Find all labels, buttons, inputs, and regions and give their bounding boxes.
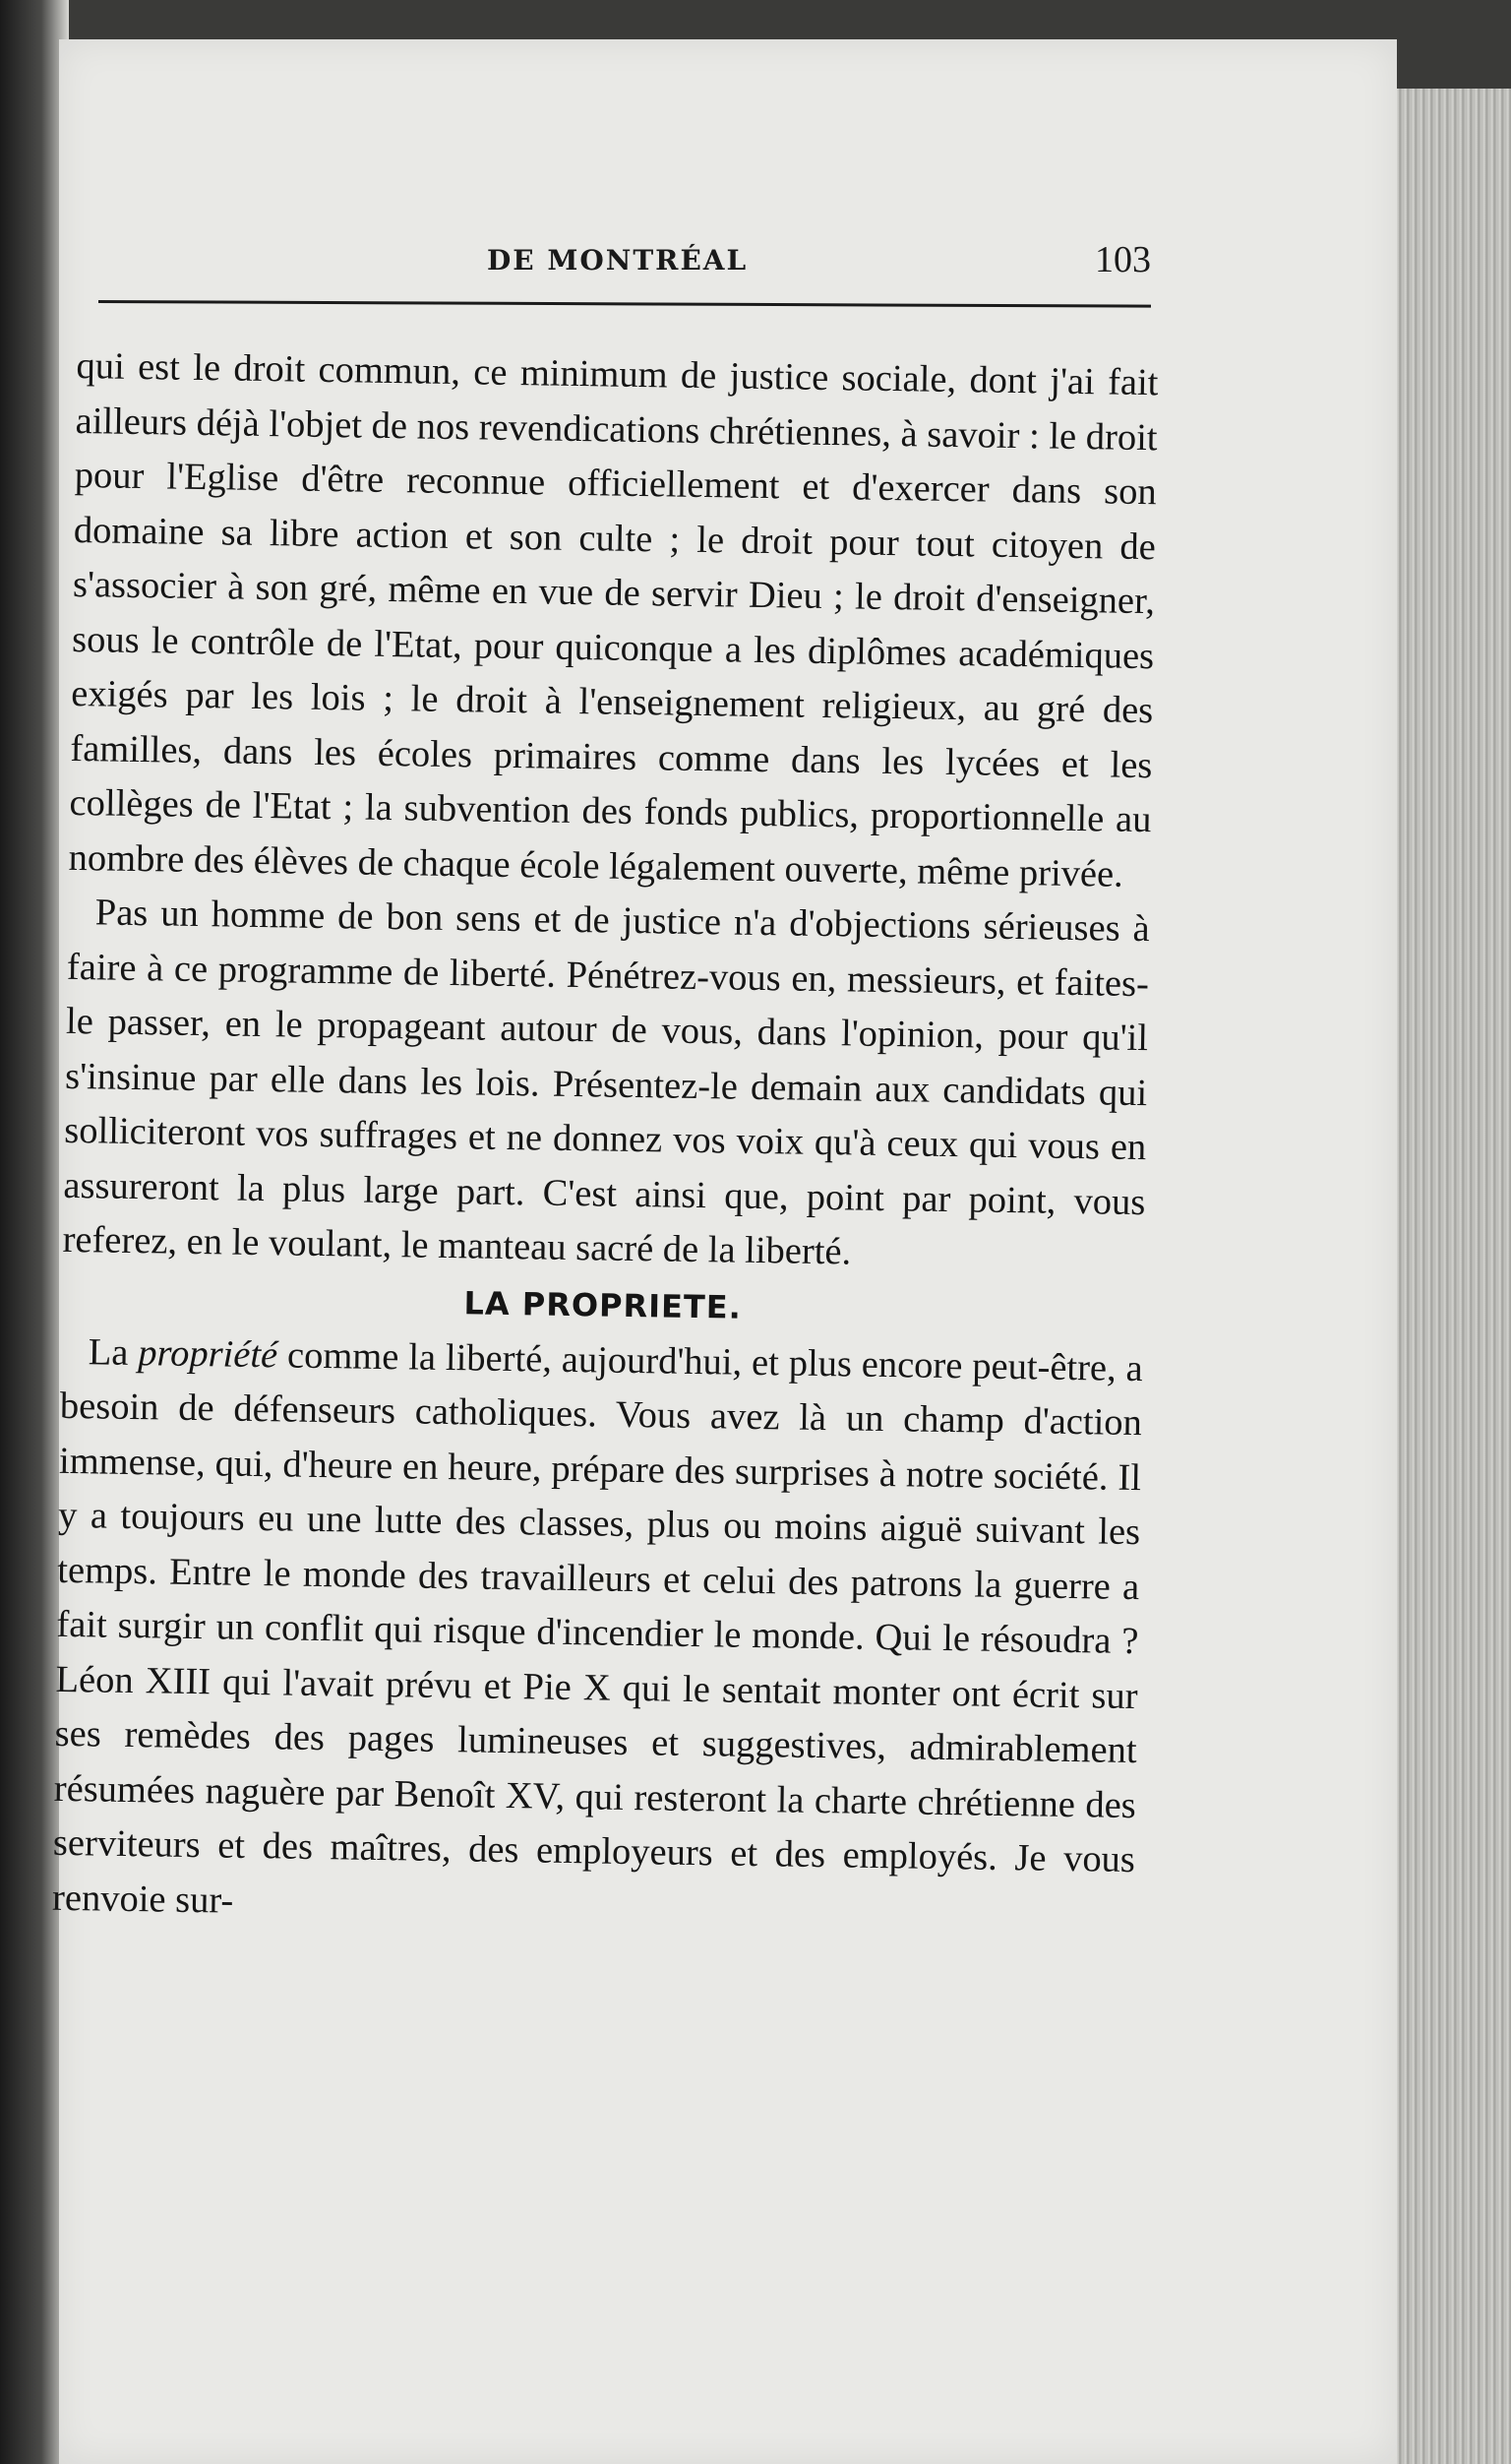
paragraph-continued: qui est le droit commun, ce minimum de justice sociale, dont j'ai fait ailleurs déjà l'objet de nos revendications chrétiennes, à savoir : le droit pour l'Eglise d'être reconnue officiellement et d'exercer dans son domaine sa libre action et son culte ; le droit pour tout citoyen de s'associer à son gré, même en vue de servir Dieu ; le droit d'enseigner, sous le contrôle de l'Etat, pour quiconque a les diplômes académiques exigés par les lois ; le droit à l'enseignement religieux, au gré des familles, dans les écoles primaires comme dans les lycées et les collèges de l'Etat ; la subvention des fonds publics, proportionnelle au nombre des élèves de chaque école légalement ouverte, même privée. xyxy=(68,344,1159,895)
lead-italic-word: propriété xyxy=(138,1331,278,1376)
page-header xyxy=(98,226,1151,295)
property-text: comme la liberté, aujourd'hui, et plus encore peut-être, a besoin de défenseurs catholiques. Vous avez là un champ d'action immense, qui, d'heure en heure, prépare des surprises à notre société. Il y a toujours eu une lutte des classes, plus ou moins aiguë suivant les temps. Entre le monde des travailleurs et celui des patrons la guerre a fait surgir un conflit qui risque d'incendier le monde. Qui le résoudra ? Léon XIII qui l'avait prévu et Pie X qui le sentait monter ont écrit sur ses remèdes des pages lumineuses et suggestives, admirablement résumées naguère par Benoît XV, qui resteront la charte chrétienne des serviteurs et des maîtres, des employeurs et des employés. Je vous renvoie sur- xyxy=(51,1333,1144,1922)
section-heading: LA PROPRIETE. xyxy=(463,1283,743,1326)
page-number: 103 xyxy=(1095,239,1151,280)
body-text xyxy=(52,339,1159,1942)
paragraph-property xyxy=(52,1324,1143,1942)
page-stack-edge xyxy=(1387,89,1511,2464)
paragraph-liberty-program: Pas un homme de bon sens et de justice n'a d'objections sérieuses à faire à ce programme de liberté. Pénétrez-vous en, messieurs, et faites-le passer, en le propageant autour de vous, dans l'opinion, pour qu'il s'insinue par elle dans les lois. Présentez-le demain aux candidats qui solliciteront vos suffrages et ne donnez vos voix qu'à ceux qui vous en assureront la plus large part. C'est ainsi que, point par point, vous referez, en le voulant, le manteau sacré de la liberté. xyxy=(62,892,1151,1273)
running-title: DE MONTRÉAL xyxy=(487,244,749,277)
lead-word: La xyxy=(88,1330,139,1374)
